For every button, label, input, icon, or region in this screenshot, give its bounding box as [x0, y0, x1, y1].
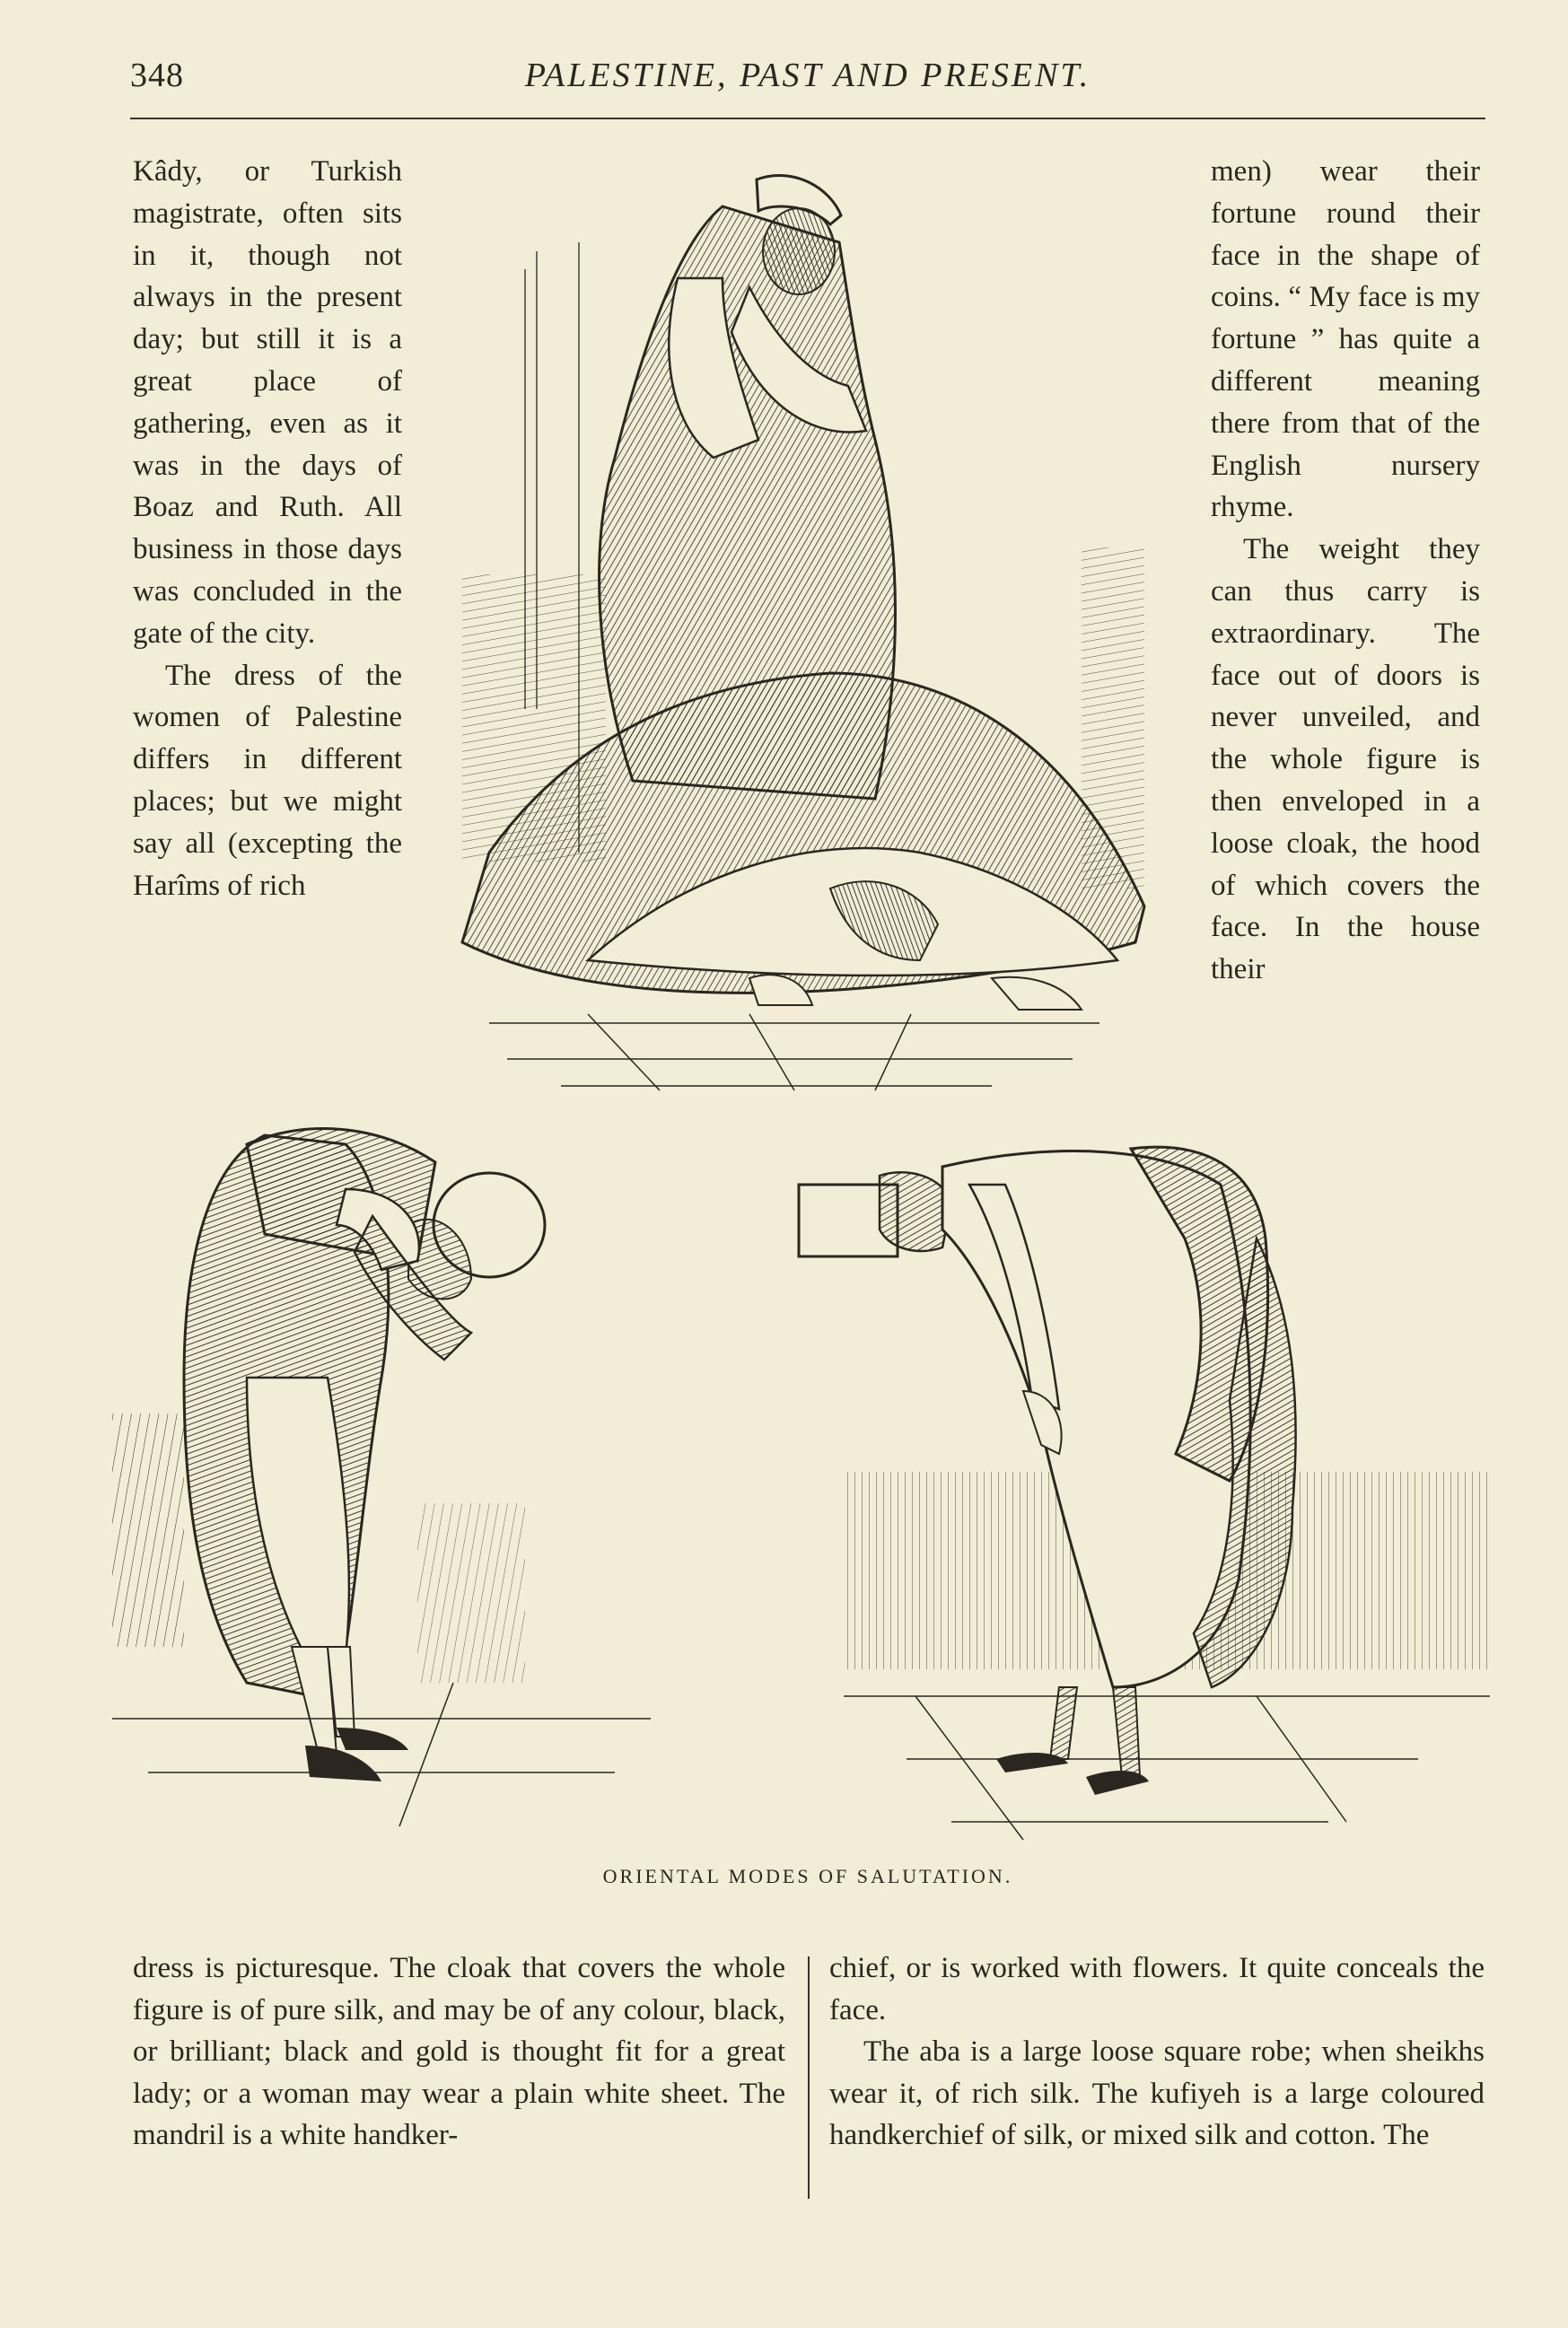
upper-right-column [1211, 151, 1480, 991]
figure-caption: ORIENTAL MODES OF SALUTATION. [602, 1865, 1013, 1887]
engraving-bowing-hands-to-head [112, 1108, 696, 1844]
paragraph: chief, or is worked with flowers. It quite conceals the face. [829, 1952, 1485, 2026]
lower-left-column [133, 1947, 785, 2157]
lower-right-column [829, 1947, 1485, 2157]
header-rule [130, 118, 1485, 119]
running-head [130, 56, 1485, 109]
running-title: PALESTINE, PAST AND PRESENT. [524, 57, 1091, 94]
engraving-bowing-hands-to-knees [790, 1131, 1499, 1849]
paragraph: The dress of the women of Palestine differs in different places; but we might say all (excepting the Harîms of rich [133, 659, 402, 902]
paragraph: The weight they can thus carry is extraordinary. The face out of doors is never unveiled, and the whole figure is then enveloped in a loose cloak, the hood of which covers the face. In the house their [1211, 533, 1480, 986]
illustration-top [453, 171, 1162, 1095]
paragraph: The aba is a large loose square robe; when sheikhs wear it, of rich silk. The kufiyeh is a large coloured handkerchief of silk, or mixed silk and cotton. The [829, 2035, 1485, 2151]
paragraph: men) wear their fortune round their face in the shape of coins. “ My face is my fortune ” has quite a different meaning there from that of the English nursery rhyme. [1211, 155, 1480, 524]
paragraph: Kâdy, or Turkish magistrate, often sits in it, though not always in the present day; but still it is a great place of gathering, even as it was in the days of Boaz and Ruth. All business in those days was concluded in the gate of the city. [133, 155, 402, 650]
paragraph: dress is picturesque. The cloak that covers the whole figure is of pure silk, and may be of any colour, black, or brilliant; black and gold is thought fit for a great lady; or a woman may wear a plain white sheet. The mandril is a white handker- [133, 1952, 785, 2151]
illustration-bottom-right [790, 1131, 1499, 1849]
column-divider [808, 1956, 810, 2199]
illustration-bottom-left [112, 1108, 696, 1844]
engraving-kneeling-prostrate [453, 171, 1162, 1095]
upper-left-column [133, 151, 402, 906]
page-number: 348 [130, 57, 184, 94]
